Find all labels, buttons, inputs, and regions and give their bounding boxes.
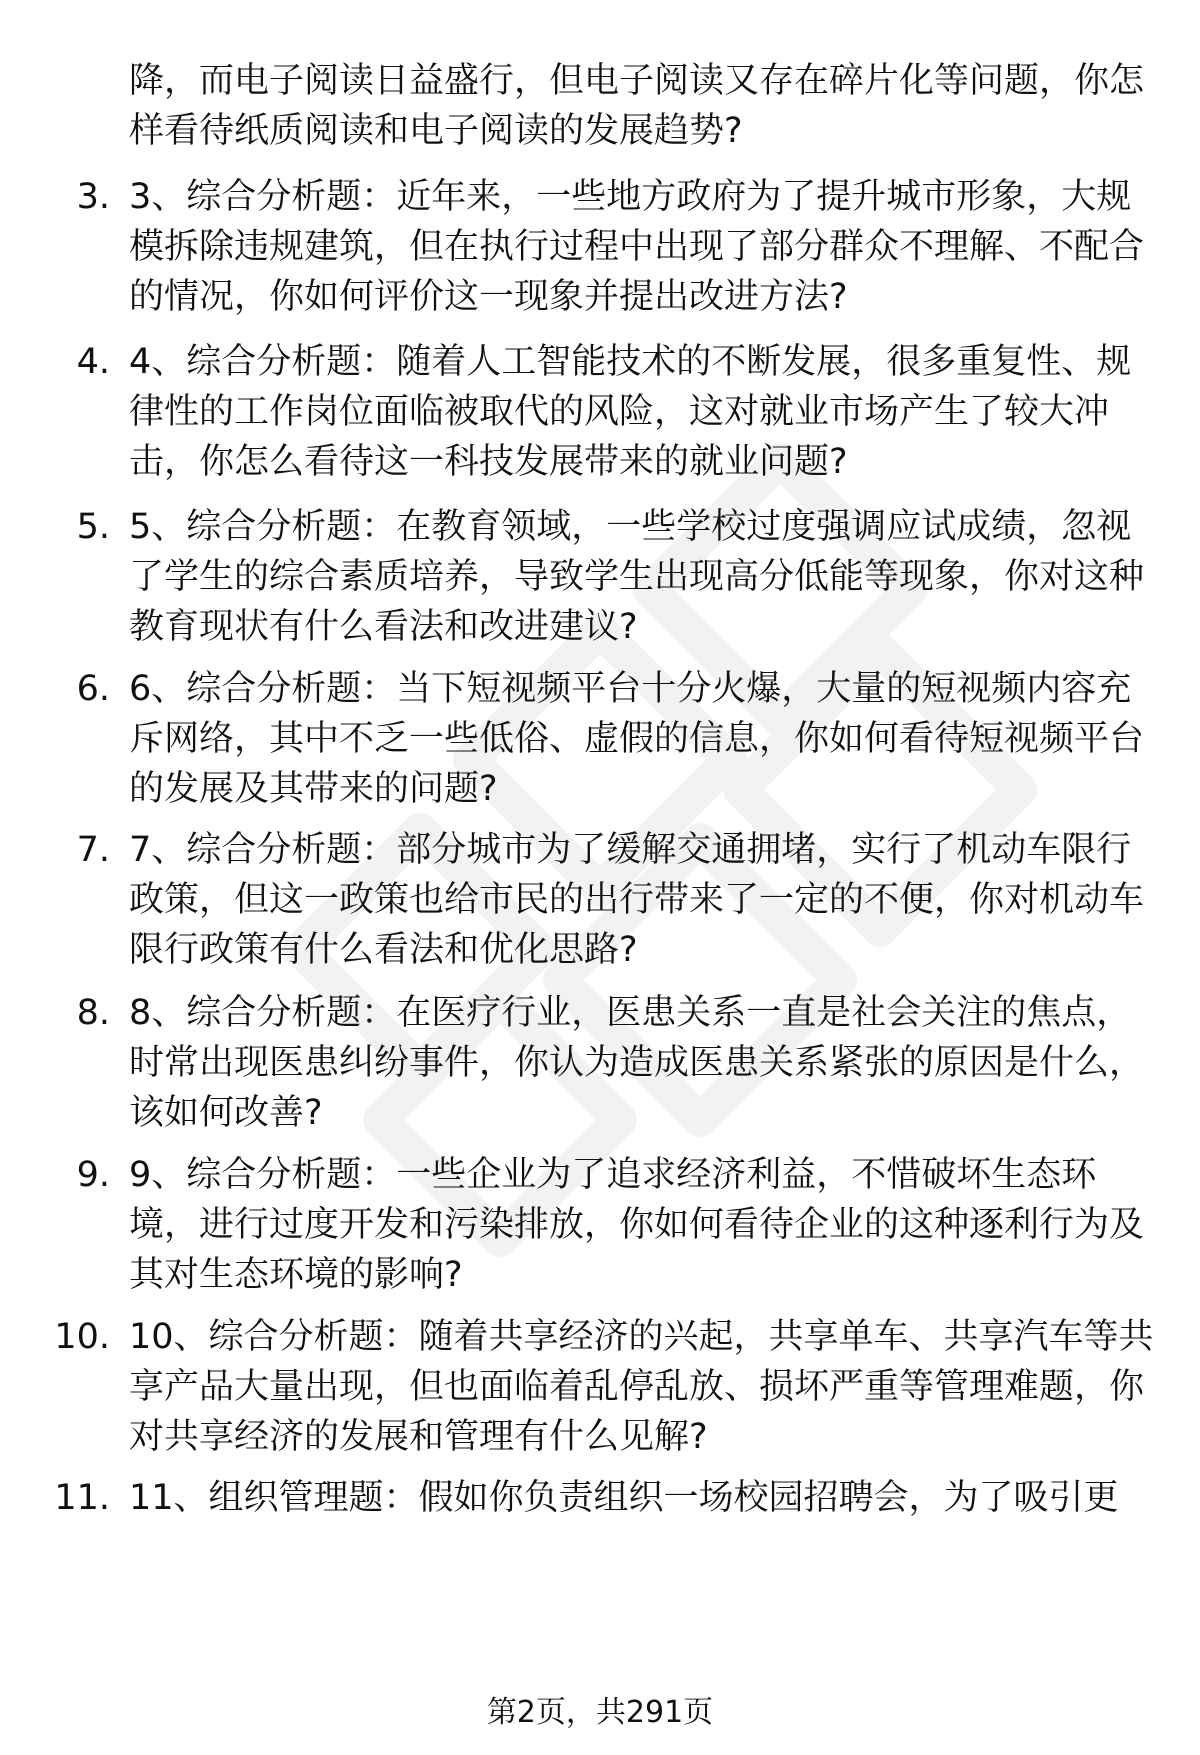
- list-item-number: 6.: [76, 669, 110, 709]
- list-item-number: 5.: [76, 507, 110, 547]
- list-item-text: 9、综合分析题：一些企业为了追求经济利益，不惜破坏生态环境，进行过度开发和污染排放，你如何看待企业的这种逐利行为及其对生态环境的影响?: [129, 1155, 1145, 1295]
- list-item-number: 10.: [54, 1317, 110, 1357]
- list-item-text: 8、综合分析题：在医疗行业，医患关系一直是社会关注的焦点，时常出现医患纠纷事件，你认为造成医患关系紧张的原因是什么，该如何改善?: [129, 993, 1145, 1133]
- list-item-text: 11、组织管理题：假如你负责组织一场校园招聘会，为了吸引更: [129, 1478, 1119, 1518]
- list-item-text: 7、综合分析题：部分城市为了缓解交通拥堵，实行了机动车限行政策，但这一政策也给市民的出行带来了一定的不便，你对机动车限行政策有什么看法和优化思路?: [129, 830, 1145, 970]
- page-footer: 第2页，共291页: [486, 1695, 714, 1730]
- list-item-number: 4.: [76, 342, 110, 382]
- list-item-text: 6、综合分析题：当下短视频平台十分火爆，大量的短视频内容充斥网络，其中不乏一些低俗、虚假的信息，你如何看待短视频平台的发展及其带来的问题?: [129, 669, 1145, 809]
- list-item-number: 7.: [76, 830, 110, 870]
- list-item-number: 3.: [76, 177, 110, 217]
- list-item-text: 3、综合分析题：近年来，一些地方政府为了提升城市形象，大规模拆除违规建筑，但在执行过程中出现了部分群众不理解、不配合的情况，你如何评价这一现象并提出改进方法?: [129, 177, 1145, 317]
- list-item-text: 5、综合分析题：在教育领域，一些学校过度强调应试成绩，忽视了学生的综合素质培养，导致学生出现高分低能等现象，你对这种教育现状有什么看法和改进建议?: [129, 507, 1145, 647]
- continuation-paragraph: 降，而电子阅读日益盛行，但电子阅读又存在碎片化等问题，你怎样看待纸质阅读和电子阅读的发展趋势?: [129, 61, 1145, 151]
- list-item-text: 4、综合分析题：随着人工智能技术的不断发展，很多重复性、规律性的工作岗位面临被取代的风险，这对就业市场产生了较大冲击，你怎么看待这一科技发展带来的就业问题?: [129, 342, 1132, 482]
- list-item-number: 9.: [76, 1155, 110, 1195]
- list-item-number: 11.: [54, 1478, 110, 1518]
- list-item-text: 10、综合分析题：随着共享经济的兴起，共享单车、共享汽车等共享产品大量出现，但也面临着乱停乱放、损坏严重等管理难题，你对共享经济的发展和管理有什么见解?: [129, 1317, 1154, 1457]
- list-item-number: 8.: [76, 993, 110, 1033]
